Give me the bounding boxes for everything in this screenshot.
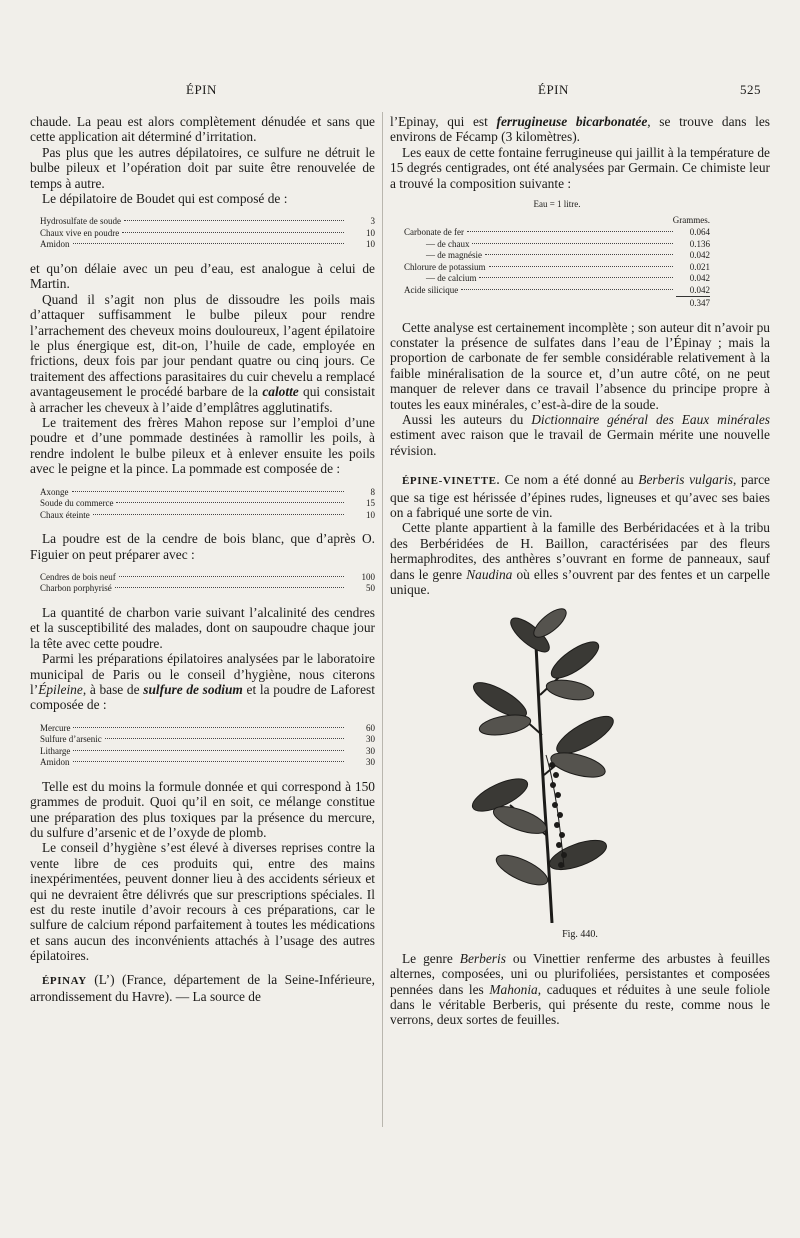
text-run: Le genre xyxy=(402,950,460,966)
recipe-row xyxy=(40,572,375,584)
text-run: Aussi les auteurs du xyxy=(402,411,532,427)
component-grams: 0.042 xyxy=(689,273,710,284)
ingredient-name: Mercure xyxy=(40,722,71,733)
ingredient-name: Amidon xyxy=(40,239,70,250)
text-run: , se trouve dans les environs de Fécamp (3 kilomètres). xyxy=(390,114,770,145)
text-run: , caduques et réduites à une seule foliole dans le véritable Berberis, qui présente du reste, comme nous le verrons, deux sortes de feuilles. xyxy=(390,981,770,1028)
paragraph: La poudre est de la cendre de bois blanc, que d’après O. Figuier on peut préparer avec : xyxy=(30,531,375,562)
paragraph: Cette analyse est certainement incomplète ; son auteur dit n’avoir pu constater la présence de sulfates dans l’eau de l’Épinay ; mais la proportion de carbonate de fer semble considérable relativement à la faible minéralisation de la source et, d’un autre côté, on ne peut manquer de relever dans ce travail l’absence du principe propre à toutes les eaux minérales, c’est-à-dire de la soude. xyxy=(390,319,770,412)
analysis-title: Eau = 1 litre. xyxy=(533,199,581,210)
ingredient-quantity: 60 xyxy=(366,722,375,733)
leader-dots xyxy=(72,491,345,492)
text-run: ou Vinettier renferme des arbustes à feuilles alternes, composées, uni ou plurifoliées, persistantes et composées pennées dans les xyxy=(390,950,770,997)
ingredient-quantity: 30 xyxy=(366,734,375,745)
text-run: , à base de xyxy=(82,681,144,697)
leader-dots xyxy=(93,514,344,515)
ingredient-name: Charbon porphyrisé xyxy=(40,583,112,594)
berberis-illustration xyxy=(390,605,770,923)
leader-dots xyxy=(485,254,673,255)
emphasis-term: Naudina xyxy=(466,566,513,582)
component-name: — de calcium xyxy=(426,273,477,284)
leader-dots xyxy=(116,502,344,503)
ingredient-quantity: 3 xyxy=(370,216,375,227)
paragraph xyxy=(390,412,770,458)
analysis-unit: Grammes. xyxy=(672,214,710,225)
leader-dots xyxy=(489,266,674,267)
analysis-total: 0.347 xyxy=(676,296,710,310)
recipe-row xyxy=(40,510,375,522)
ingredient-quantity: 100 xyxy=(361,571,375,582)
ingredient-name: Chaux éteinte xyxy=(40,509,90,520)
emphasis-term: ferrugineuse bicarbonatée xyxy=(496,114,648,129)
recipe-row xyxy=(40,583,375,595)
left-column xyxy=(30,114,375,1004)
ingredient-name: Litharge xyxy=(40,745,71,756)
analysis-row xyxy=(404,239,710,251)
ingredient-name: Cendres de bois neuf xyxy=(40,571,116,582)
berberis-branch-engraving xyxy=(460,605,630,923)
text-run: estiment avec raison que le travail de Germain mérite une nouvelle révision. xyxy=(390,427,770,458)
leader-dots xyxy=(472,243,673,244)
analysis-total-row xyxy=(404,296,710,310)
component-name: Acide silicique xyxy=(404,284,459,295)
paragraph xyxy=(30,292,375,415)
emphasis-term: Dictionnaire général des Eaux minérales xyxy=(531,411,770,427)
ingredient-quantity: 10 xyxy=(366,227,375,238)
ingredient-quantity: 10 xyxy=(366,509,375,520)
component-name: — de magnésie xyxy=(426,250,482,261)
text-run: qui consistait à arracher les cheveux à l’aide d’emplâtres agglutinatifs. xyxy=(30,384,375,415)
leader-dots xyxy=(461,289,673,290)
ingredient-quantity: 15 xyxy=(366,498,375,509)
analysis-row xyxy=(404,250,710,262)
entry-headword: ÉPINAY xyxy=(42,974,87,987)
ingredient-name: Soude du commerce xyxy=(40,498,114,509)
ingredient-name: Amidon xyxy=(40,757,70,768)
paragraph: Le traitement des frères Mahon repose sur l’emploi d’une poudre et d’une pommade destinées à ramollir les poils, à rendre indolent le bulbe pileux et à enlever ensuite les poils avec le peigne et la pince. La pommade est composée de : xyxy=(30,415,375,477)
ingredient-quantity: 50 xyxy=(366,583,375,594)
emphasis-term: Mahonia xyxy=(489,981,538,997)
leader-dots xyxy=(479,277,673,278)
recipe-poudre xyxy=(40,572,375,595)
leader-dots xyxy=(73,243,344,244)
column-divider xyxy=(382,112,383,1127)
text-run: et la poudre de Laforest composée de : xyxy=(30,681,375,713)
leader-dots xyxy=(115,587,344,588)
emphasis-term: calotte xyxy=(262,384,299,400)
analysis-row xyxy=(404,262,710,274)
paragraph: Pas plus que les autres dépilatoires, ce sulfure ne détruit le bulbe pileux et l’opération doit par suite être renouvelée de temps à autre. xyxy=(30,144,375,191)
analysis-row xyxy=(404,285,710,297)
leader-dots xyxy=(73,761,344,762)
component-grams: 0.021 xyxy=(689,261,710,272)
analysis-row xyxy=(404,227,710,239)
running-head-left: ÉPIN xyxy=(186,82,217,97)
paragraph: Le conseil d’hygiène s’est élevé à diverses reprises contre la vente libre de ces produits qui, entre des mains inexpérimentées, peuvent donner lieu à des accidents sérieux et qui ne devraient être délivrés que sur prescriptions spéciales. Il est du reste inutile d’avoir recours à ces préparations, car le sulfure de calcium répond parfaitement à toutes les médications et sans aucun des inconvénients attachés à l’usage des autres épilatoires. xyxy=(30,840,375,964)
paragraph xyxy=(390,114,770,145)
component-grams: 0.064 xyxy=(689,227,710,238)
paragraph: Le dépilatoire de Boudet qui est composé de : xyxy=(42,191,288,207)
recipe-row xyxy=(40,239,375,251)
recipe-row xyxy=(40,734,375,746)
leader-dots xyxy=(119,576,344,577)
leader-dots xyxy=(467,231,673,232)
leader-dots xyxy=(73,727,344,728)
emphasis-term: Épileine xyxy=(38,681,83,697)
paragraph xyxy=(30,651,375,713)
emphasis-term: Berberis vulgaris xyxy=(638,472,733,488)
recipe-row xyxy=(40,498,375,510)
ingredient-quantity: 8 xyxy=(370,486,375,497)
entry-headword: ÉPINE-VINETTE. xyxy=(402,475,500,488)
paragraph: chaude. La peau est alors complètement dénudée et sans que cette application ait déterminé d’irritation. xyxy=(30,114,375,145)
paragraph xyxy=(390,520,770,597)
text-run: , parce que sa tige est hérissée d’épines rudes, ligneuses et qu’avec ses baies on a fabriqué une sorte de vin. xyxy=(390,472,770,520)
ingredient-quantity: 10 xyxy=(366,239,375,250)
recipe-laforest xyxy=(40,723,375,769)
leader-dots xyxy=(105,738,344,739)
paragraph: La quantité de charbon varie suivant l’alcalinité des cendres et la susceptibilité des malades, dont on saupoudre chaque jour la tête avec cette poudre. xyxy=(30,604,375,651)
entry-epine-vinette xyxy=(390,472,770,520)
text-run: (L’) (France, département de la Seine-Inférieure, arrondissement du Havre). — La source de xyxy=(30,971,375,1005)
component-name: Chlorure de potassium xyxy=(404,261,486,272)
emphasis-term: sulfure de sodium xyxy=(143,681,243,697)
recipe-row xyxy=(40,487,375,499)
component-grams: 0.042 xyxy=(689,284,710,295)
ingredient-quantity: 30 xyxy=(366,757,375,768)
component-grams: 0.136 xyxy=(689,238,710,249)
leader-dots xyxy=(73,750,344,751)
emphasis-term: Berberis xyxy=(459,950,506,966)
water-analysis-table xyxy=(404,199,710,310)
leader-dots xyxy=(122,232,344,233)
entry-epinay xyxy=(30,972,375,1005)
text-run: Quand il s’agit non plus de dissoudre les poils mais d’attaquer suffisamment le bulbe pileux pour rendre l’arrachement des cheveux moins douloureux, l’agent épilatoire le plus énergique est, dit-on, l’huile de cade, employée en frictions, deux fois par jour pendant quatre ou cinq jours. Ce traitement des affections parasitaires du cuir chevelu a remplacé avantageusement le procédé barbare de la xyxy=(30,291,375,400)
paragraph: Telle est du moins la formule donnée et qui correspond à 150 grammes de produit. Quoi qu’il en soit, ce mélange constitue une préparation des plus toxiques par la présence du mercure, du sulfure d’arsenic et de l’oxyde de plomb. xyxy=(30,778,375,840)
recipe-row xyxy=(40,228,375,240)
component-grams: 0.042 xyxy=(689,250,710,261)
figure-caption: Fig. 440. xyxy=(562,929,598,941)
text-run: Cette plante appartient à la famille des Berbéridacées et à la tribu des Berbéridées de H. Baillon, caractérisées par des fleurs hermaphrodites, des anthères s’ouvrant en forme de panneaux, sauf dans le genre xyxy=(390,520,770,582)
analysis-row xyxy=(404,273,710,285)
ingredient-name: Sulfure d’arsenic xyxy=(40,734,102,745)
paragraph: Les eaux de cette fontaine ferrugineuse qui jaillit à la température de 15 degrés centigrades, ont été analysées par Germain. Ce chimiste leur a trouvé la composition suivante : xyxy=(390,144,770,191)
recipe-mahon-pommade xyxy=(40,487,375,522)
ingredient-name: Hydrosulfate de soude xyxy=(40,216,121,227)
recipe-row xyxy=(40,216,375,228)
component-name: — de chaux xyxy=(426,238,470,249)
paragraph: et qu’on délaie avec un peu d’eau, est analogue à celui de Martin. xyxy=(30,260,375,292)
component-name: Carbonate de fer xyxy=(404,227,464,238)
text-run: Ce nom a été donné au xyxy=(499,472,639,488)
text-run: l’Epinay, qui est xyxy=(390,114,497,129)
ingredient-name: Axonge xyxy=(40,486,69,497)
right-column xyxy=(390,114,770,1028)
recipe-row xyxy=(40,723,375,735)
ingredient-name: Chaux vive en poudre xyxy=(40,227,120,238)
running-head-right: ÉPIN xyxy=(538,82,569,97)
page-number: 525 xyxy=(740,82,761,97)
recipe-boudet xyxy=(40,216,375,251)
text-run: Parmi les préparations épilatoires analysées par le laboratoire municipal de Paris ou le conseil d’hygiène, nous citerons l’ xyxy=(30,651,375,697)
leader-dots xyxy=(124,220,344,221)
recipe-row xyxy=(40,746,375,758)
paragraph xyxy=(390,951,770,1028)
ingredient-quantity: 30 xyxy=(366,745,375,756)
recipe-row xyxy=(40,757,375,769)
text-run: où elles s’ouvrent par des fentes et un carpelle unique. xyxy=(390,566,770,598)
